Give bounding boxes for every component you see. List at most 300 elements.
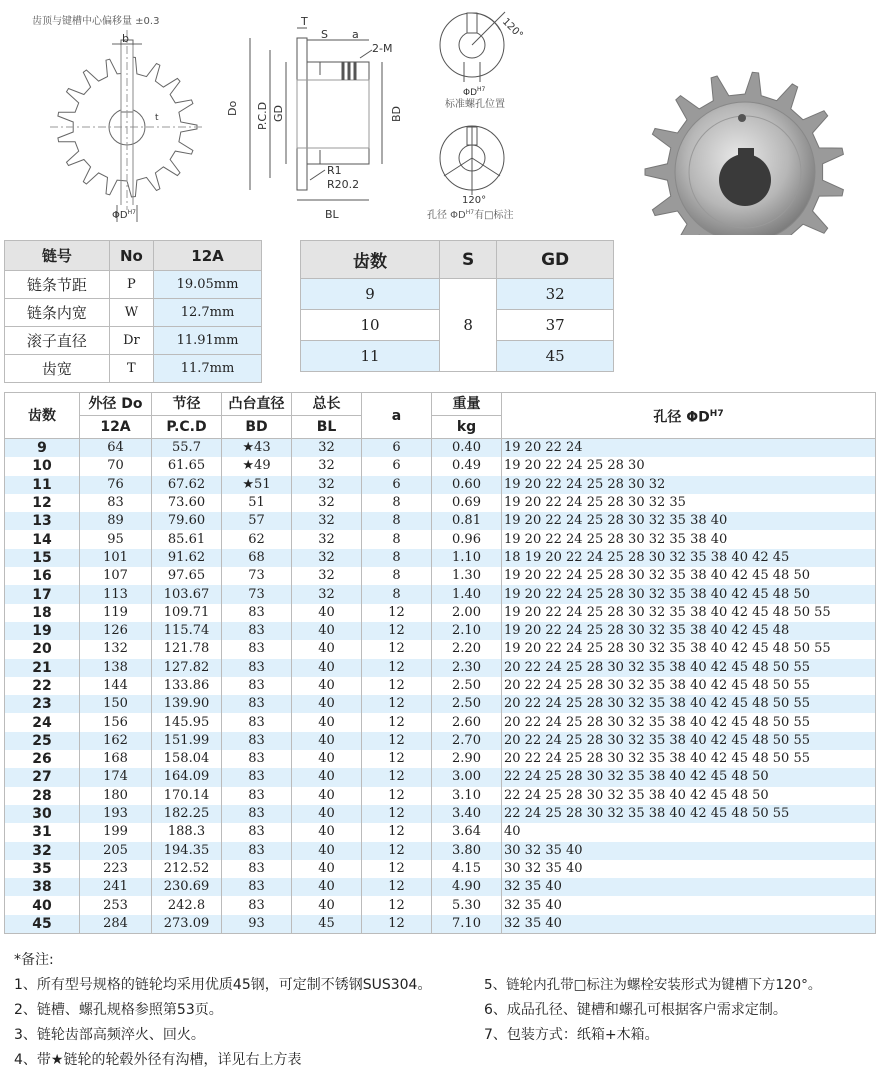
cell-bore: 19 20 22 24 25 28 30 32 35 — [502, 494, 876, 512]
cell-pcd: 115.74 — [152, 622, 222, 640]
product-photo — [645, 72, 843, 235]
cell-kg: 2.00 — [432, 604, 502, 622]
cell-kg: 2.70 — [432, 732, 502, 750]
header-bd-sub: BD — [222, 416, 292, 439]
cell-teeth: 18 — [5, 604, 80, 622]
cell-bl: 40 — [292, 787, 362, 805]
cell-bore: 22 24 25 28 30 32 35 38 40 42 45 48 50 55 — [502, 805, 876, 823]
cell-bl: 40 — [292, 768, 362, 786]
cell-do: 101 — [80, 549, 152, 567]
cell-do: 223 — [80, 860, 152, 878]
cell-pcd: 194.35 — [152, 842, 222, 860]
cell-do: 180 — [80, 787, 152, 805]
cell-teeth: 45 — [5, 915, 80, 934]
cell-bd: ★51 — [222, 476, 292, 494]
cell-bd: 83 — [222, 896, 292, 914]
spec-row — [5, 327, 262, 355]
cell-do: 284 — [80, 915, 152, 934]
cell-a: 12 — [362, 713, 432, 731]
cell-pcd: 139.90 — [152, 695, 222, 713]
cell-bl: 40 — [292, 659, 362, 677]
cell-a: 12 — [362, 860, 432, 878]
chain-spec-table — [4, 240, 262, 383]
table-row — [5, 622, 876, 640]
cell-bore: 19 20 22 24 — [502, 439, 876, 458]
cell-teeth: 21 — [5, 659, 80, 677]
angle-top: 120° — [499, 16, 525, 42]
spec-cell: 链条内宽 — [5, 299, 110, 327]
table-row — [5, 750, 876, 768]
header-do-sub: 12A — [80, 416, 152, 439]
cell-teeth: 23 — [5, 695, 80, 713]
cell-do: 241 — [80, 878, 152, 896]
spec-header: No — [109, 241, 153, 271]
table-row — [5, 439, 876, 458]
cell-a: 12 — [362, 896, 432, 914]
cell-pcd: 85.61 — [152, 530, 222, 548]
angle-bottom: 120° — [462, 195, 487, 206]
cell-teeth: 15 — [5, 549, 80, 567]
cell-kg: 4.90 — [432, 878, 502, 896]
spec-cell: 12.7mm — [154, 299, 262, 327]
cell-a: 6 — [362, 476, 432, 494]
cell-bore: 20 22 24 25 28 30 32 35 38 40 42 45 48 50 55 — [502, 677, 876, 695]
dim-2M: 2-M — [372, 42, 393, 55]
cell-pcd: 97.65 — [152, 567, 222, 585]
table-row — [5, 476, 876, 494]
cell-bl: 40 — [292, 750, 362, 768]
header-bore: 孔径 $\Phi D^{H7}$ — [502, 393, 876, 439]
cell-kg: 7.10 — [432, 915, 502, 934]
header-kg: 重量 — [432, 393, 502, 416]
s-table-cell: 45 — [497, 341, 614, 372]
cell-pcd: 212.52 — [152, 860, 222, 878]
cell-bd: 51 — [222, 494, 292, 512]
cell-bore: 19 20 22 24 25 28 30 — [502, 457, 876, 475]
note-item: 5、链轮内孔带□标注为螺栓安装形式为键槽下方120°。 — [484, 977, 822, 993]
s-table-cell: 37 — [497, 310, 614, 341]
cell-bl: 32 — [292, 549, 362, 567]
cell-teeth: 20 — [5, 640, 80, 658]
cell-bore: 32 35 40 — [502, 915, 876, 934]
cell-bl: 40 — [292, 878, 362, 896]
table-row — [5, 860, 876, 878]
cell-pcd: 164.09 — [152, 768, 222, 786]
cell-kg: 2.60 — [432, 713, 502, 731]
cell-bd: 83 — [222, 677, 292, 695]
cell-bore: 22 24 25 28 30 32 35 38 40 42 45 48 50 — [502, 768, 876, 786]
dim-Do: Do — [226, 100, 239, 116]
cell-do: 162 — [80, 732, 152, 750]
dim-BL: BL — [325, 208, 339, 221]
cell-bd: 83 — [222, 695, 292, 713]
notes-right — [484, 973, 876, 1048]
dim-R20: R20.2 — [327, 178, 360, 191]
s-gd-table — [300, 240, 614, 372]
header-bl: 总长 — [292, 393, 362, 416]
cell-bl: 40 — [292, 713, 362, 731]
cell-kg: 3.10 — [432, 787, 502, 805]
cell-bd: ★43 — [222, 439, 292, 458]
cell-a: 6 — [362, 439, 432, 458]
cell-a: 8 — [362, 512, 432, 530]
cell-kg: 0.40 — [432, 439, 502, 458]
offset-note: 齿顶与键槽中心偏移量 ±0.3 — [32, 16, 160, 27]
cell-bore: 20 22 24 25 28 30 32 35 38 40 42 45 48 50 55 — [502, 750, 876, 768]
spec-cell: 滚子直径 — [5, 327, 110, 355]
cell-bore: 19 20 22 24 25 28 30 32 35 38 40 42 45 48 50 — [502, 585, 876, 603]
table-row — [5, 604, 876, 622]
table-row — [5, 549, 876, 567]
hub-detail-bottom — [440, 126, 504, 195]
cell-kg: 0.49 — [432, 457, 502, 475]
table-row — [5, 732, 876, 750]
s-table-cell: 11 — [301, 341, 440, 372]
cell-bore: 40 — [502, 823, 876, 841]
table-row — [5, 585, 876, 603]
table-row — [5, 787, 876, 805]
cell-teeth: 9 — [5, 439, 80, 458]
table-row — [5, 695, 876, 713]
cell-bl: 40 — [292, 677, 362, 695]
cell-pcd: 91.62 — [152, 549, 222, 567]
cell-bd: 83 — [222, 622, 292, 640]
cell-bore: 19 20 22 24 25 28 30 32 35 38 40 42 45 48 50 — [502, 567, 876, 585]
cell-bl: 32 — [292, 512, 362, 530]
header-bd: 凸台直径 — [222, 393, 292, 416]
cell-a: 8 — [362, 494, 432, 512]
spec-cell: 链条节距 — [5, 271, 110, 299]
dim-t: t — [155, 113, 159, 123]
cell-kg: 2.50 — [432, 695, 502, 713]
cell-bl: 40 — [292, 896, 362, 914]
cell-pcd: 182.25 — [152, 805, 222, 823]
cell-do: 199 — [80, 823, 152, 841]
notes-title: *备注: — [14, 952, 54, 968]
cell-bl: 40 — [292, 695, 362, 713]
cell-teeth: 14 — [5, 530, 80, 548]
cell-bd: 83 — [222, 750, 292, 768]
cell-bd: 83 — [222, 842, 292, 860]
spec-cell: W — [109, 299, 153, 327]
cell-bore: 19 20 22 24 25 28 30 32 35 38 40 — [502, 530, 876, 548]
cell-bore: 19 20 22 24 25 28 30 32 35 38 40 — [502, 512, 876, 530]
cell-teeth: 24 — [5, 713, 80, 731]
spec-row — [5, 355, 262, 383]
cell-bl: 32 — [292, 567, 362, 585]
cell-a: 12 — [362, 750, 432, 768]
cell-bore: 20 22 24 25 28 30 32 35 38 40 42 45 48 50 55 — [502, 659, 876, 677]
cell-do: 132 — [80, 640, 152, 658]
cell-bd: 83 — [222, 787, 292, 805]
cell-teeth: 17 — [5, 585, 80, 603]
cell-kg: 1.10 — [432, 549, 502, 567]
cell-a: 6 — [362, 457, 432, 475]
spec-header: 12A — [154, 241, 262, 271]
cell-kg: 3.40 — [432, 805, 502, 823]
table-row — [5, 640, 876, 658]
cell-bore: 18 19 20 22 24 25 28 30 32 35 38 40 42 45 — [502, 549, 876, 567]
dim-R1: R1 — [327, 164, 342, 177]
dim-a: a — [352, 28, 359, 41]
cell-a: 12 — [362, 659, 432, 677]
note-item: 6、成品孔径、键槽和螺孔可根据客户需求定制。 — [484, 1002, 787, 1018]
header-a: a — [362, 393, 432, 439]
sprocket-front-view — [50, 30, 205, 222]
dim-bore-front: $\Phi D^{H7}$ — [112, 209, 136, 221]
cell-do: 174 — [80, 768, 152, 786]
cell-kg: 2.90 — [432, 750, 502, 768]
cell-a: 12 — [362, 622, 432, 640]
cell-do: 168 — [80, 750, 152, 768]
spec-cell: 19.05mm — [154, 271, 262, 299]
note-item: 4、带★链轮的轮毂外径有沟槽，详见右上方表 — [14, 1052, 302, 1068]
notes-left — [14, 948, 474, 1073]
cell-bd: 83 — [222, 878, 292, 896]
cell-bl: 32 — [292, 530, 362, 548]
cell-do: 144 — [80, 677, 152, 695]
cell-teeth: 25 — [5, 732, 80, 750]
cell-a: 12 — [362, 823, 432, 841]
cell-kg: 0.81 — [432, 512, 502, 530]
cell-teeth: 12 — [5, 494, 80, 512]
cell-pcd: 133.86 — [152, 677, 222, 695]
spec-cell: 齿宽 — [5, 355, 110, 383]
table-row — [5, 494, 876, 512]
cell-do: 150 — [80, 695, 152, 713]
dim-bore-top: $\Phi D^{H7}$ — [463, 86, 486, 98]
dim-GD: GD — [272, 105, 285, 122]
table-row — [5, 805, 876, 823]
cell-a: 12 — [362, 677, 432, 695]
cell-kg: 3.80 — [432, 842, 502, 860]
cell-bd: ★49 — [222, 457, 292, 475]
cell-bore: 30 32 35 40 — [502, 842, 876, 860]
cell-bd: 83 — [222, 640, 292, 658]
table-row — [5, 530, 876, 548]
sprocket-table-body — [5, 439, 876, 934]
cell-do: 89 — [80, 512, 152, 530]
cell-do: 156 — [80, 713, 152, 731]
cell-bl: 40 — [292, 732, 362, 750]
cell-bore: 19 20 22 24 25 28 30 32 — [502, 476, 876, 494]
cell-teeth: 28 — [5, 787, 80, 805]
cell-kg: 5.30 — [432, 896, 502, 914]
cell-pcd: 273.09 — [152, 915, 222, 934]
cell-bore: 22 24 25 28 30 32 35 38 40 42 45 48 50 — [502, 787, 876, 805]
cell-bd: 57 — [222, 512, 292, 530]
cell-teeth: 38 — [5, 878, 80, 896]
cell-a: 12 — [362, 805, 432, 823]
cell-bore: 32 35 40 — [502, 878, 876, 896]
cell-pcd: 242.8 — [152, 896, 222, 914]
cell-pcd: 67.62 — [152, 476, 222, 494]
cell-a: 12 — [362, 695, 432, 713]
cell-bore: 19 20 22 24 25 28 30 32 35 38 40 42 45 48 — [502, 622, 876, 640]
cell-do: 64 — [80, 439, 152, 458]
cell-bl: 40 — [292, 842, 362, 860]
cell-a: 12 — [362, 915, 432, 934]
spec-cell: 11.7mm — [154, 355, 262, 383]
cell-teeth: 40 — [5, 896, 80, 914]
cell-pcd: 79.60 — [152, 512, 222, 530]
table-row — [5, 842, 876, 860]
cell-do: 83 — [80, 494, 152, 512]
dim-S: S — [321, 28, 328, 41]
cell-teeth: 27 — [5, 768, 80, 786]
cell-pcd: 188.3 — [152, 823, 222, 841]
table-row — [5, 878, 876, 896]
spec-cell: 11.91mm — [154, 327, 262, 355]
cell-a: 8 — [362, 549, 432, 567]
cell-teeth: 13 — [5, 512, 80, 530]
cell-a: 8 — [362, 585, 432, 603]
cell-bl: 32 — [292, 494, 362, 512]
caption-bore: 孔径 $\Phi D^{H7}$有□标注 — [427, 209, 514, 221]
cell-bore: 32 35 40 — [502, 896, 876, 914]
cell-kg: 4.15 — [432, 860, 502, 878]
s-table-cell: 32 — [497, 279, 614, 310]
cell-teeth: 30 — [5, 805, 80, 823]
s-table-header: GD — [497, 241, 614, 279]
cell-do: 107 — [80, 567, 152, 585]
cell-pcd: 145.95 — [152, 713, 222, 731]
table-row — [5, 677, 876, 695]
cell-bl: 40 — [292, 640, 362, 658]
spec-cell: P — [109, 271, 153, 299]
cell-a: 12 — [362, 768, 432, 786]
sprocket-spec-table — [4, 392, 876, 934]
cell-a: 12 — [362, 732, 432, 750]
cell-bd: 83 — [222, 713, 292, 731]
cell-pcd: 127.82 — [152, 659, 222, 677]
cell-kg: 0.69 — [432, 494, 502, 512]
cell-bd: 83 — [222, 732, 292, 750]
cell-teeth: 11 — [5, 476, 80, 494]
cell-kg: 2.10 — [432, 622, 502, 640]
caption-std: 标准螺孔位置 — [445, 99, 505, 110]
cell-bd: 73 — [222, 585, 292, 603]
cell-pcd: 73.60 — [152, 494, 222, 512]
cell-pcd: 151.99 — [152, 732, 222, 750]
cell-bore: 20 22 24 25 28 30 32 35 38 40 42 45 48 50 55 — [502, 713, 876, 731]
cell-do: 205 — [80, 842, 152, 860]
cell-do: 119 — [80, 604, 152, 622]
cell-do: 113 — [80, 585, 152, 603]
cell-a: 12 — [362, 640, 432, 658]
cell-do: 253 — [80, 896, 152, 914]
table-row — [5, 915, 876, 934]
cell-do: 70 — [80, 457, 152, 475]
cell-pcd: 61.65 — [152, 457, 222, 475]
sprocket-side-view — [250, 28, 382, 200]
cell-teeth: 19 — [5, 622, 80, 640]
spec-cell: T — [109, 355, 153, 383]
table-row — [5, 896, 876, 914]
spec-row — [5, 299, 262, 327]
dim-PCD: P.C.D — [256, 101, 269, 130]
s-table-row — [301, 279, 614, 310]
cell-bl: 32 — [292, 439, 362, 458]
cell-teeth: 16 — [5, 567, 80, 585]
cell-bore: 20 22 24 25 28 30 32 35 38 40 42 45 48 50 55 — [502, 695, 876, 713]
cell-bl: 32 — [292, 585, 362, 603]
dim-b: b — [122, 32, 129, 45]
cell-kg: 0.96 — [432, 530, 502, 548]
table-row — [5, 512, 876, 530]
cell-bl: 40 — [292, 604, 362, 622]
cell-kg: 2.30 — [432, 659, 502, 677]
table-row — [5, 457, 876, 475]
cell-bl: 40 — [292, 622, 362, 640]
cell-kg: 3.00 — [432, 768, 502, 786]
s-table-header: S — [439, 241, 496, 279]
cell-bore: 19 20 22 24 25 28 30 32 35 38 40 42 45 48 50 55 — [502, 640, 876, 658]
cell-kg: 1.30 — [432, 567, 502, 585]
cell-kg: 0.60 — [432, 476, 502, 494]
s-table-cell: 9 — [301, 279, 440, 310]
header-pcd-sub: P.C.D — [152, 416, 222, 439]
cell-bd: 83 — [222, 805, 292, 823]
dim-BD: BD — [390, 105, 403, 122]
cell-a: 12 — [362, 604, 432, 622]
header-do: 外径 Do — [80, 393, 152, 416]
cell-a: 12 — [362, 842, 432, 860]
header-kg-sub: kg — [432, 416, 502, 439]
table-row — [5, 567, 876, 585]
cell-bd: 73 — [222, 567, 292, 585]
s-value-cell: 8 — [439, 279, 496, 372]
cell-bl: 32 — [292, 457, 362, 475]
cell-bd: 83 — [222, 604, 292, 622]
cell-do: 126 — [80, 622, 152, 640]
cell-do: 95 — [80, 530, 152, 548]
cell-bd: 83 — [222, 659, 292, 677]
table-row — [5, 659, 876, 677]
cell-pcd: 103.67 — [152, 585, 222, 603]
spec-cell: Dr — [109, 327, 153, 355]
cell-bl: 40 — [292, 823, 362, 841]
note-item: 1、所有型号规格的链轮均采用优质45钢，可定制不锈钢SUS304。 — [14, 977, 432, 993]
cell-teeth: 32 — [5, 842, 80, 860]
cell-teeth: 26 — [5, 750, 80, 768]
cell-kg: 2.20 — [432, 640, 502, 658]
header-teeth: 齿数 — [5, 393, 80, 439]
hub-detail-top — [440, 12, 505, 82]
cell-bd: 68 — [222, 549, 292, 567]
cell-teeth: 35 — [5, 860, 80, 878]
cell-pcd: 109.71 — [152, 604, 222, 622]
cell-bd: 83 — [222, 823, 292, 841]
cell-bd: 83 — [222, 768, 292, 786]
s-table-cell: 10 — [301, 310, 440, 341]
cell-pcd: 158.04 — [152, 750, 222, 768]
cell-a: 8 — [362, 530, 432, 548]
s-table-header: 齿数 — [301, 241, 440, 279]
note-item: 7、包装方式：纸箱+木箱。 — [484, 1027, 659, 1043]
cell-bl: 40 — [292, 860, 362, 878]
technical-drawings — [0, 0, 880, 235]
cell-bore: 20 22 24 25 28 30 32 35 38 40 42 45 48 50 55 — [502, 732, 876, 750]
note-item: 3、链轮齿部高频淬火、回火。 — [14, 1027, 205, 1043]
spec-header: 链号 — [5, 241, 110, 271]
cell-bore: 19 20 22 24 25 28 30 32 35 38 40 42 45 48 50 55 — [502, 604, 876, 622]
cell-bl: 32 — [292, 476, 362, 494]
cell-do: 76 — [80, 476, 152, 494]
cell-do: 193 — [80, 805, 152, 823]
cell-kg: 1.40 — [432, 585, 502, 603]
cell-bd: 62 — [222, 530, 292, 548]
